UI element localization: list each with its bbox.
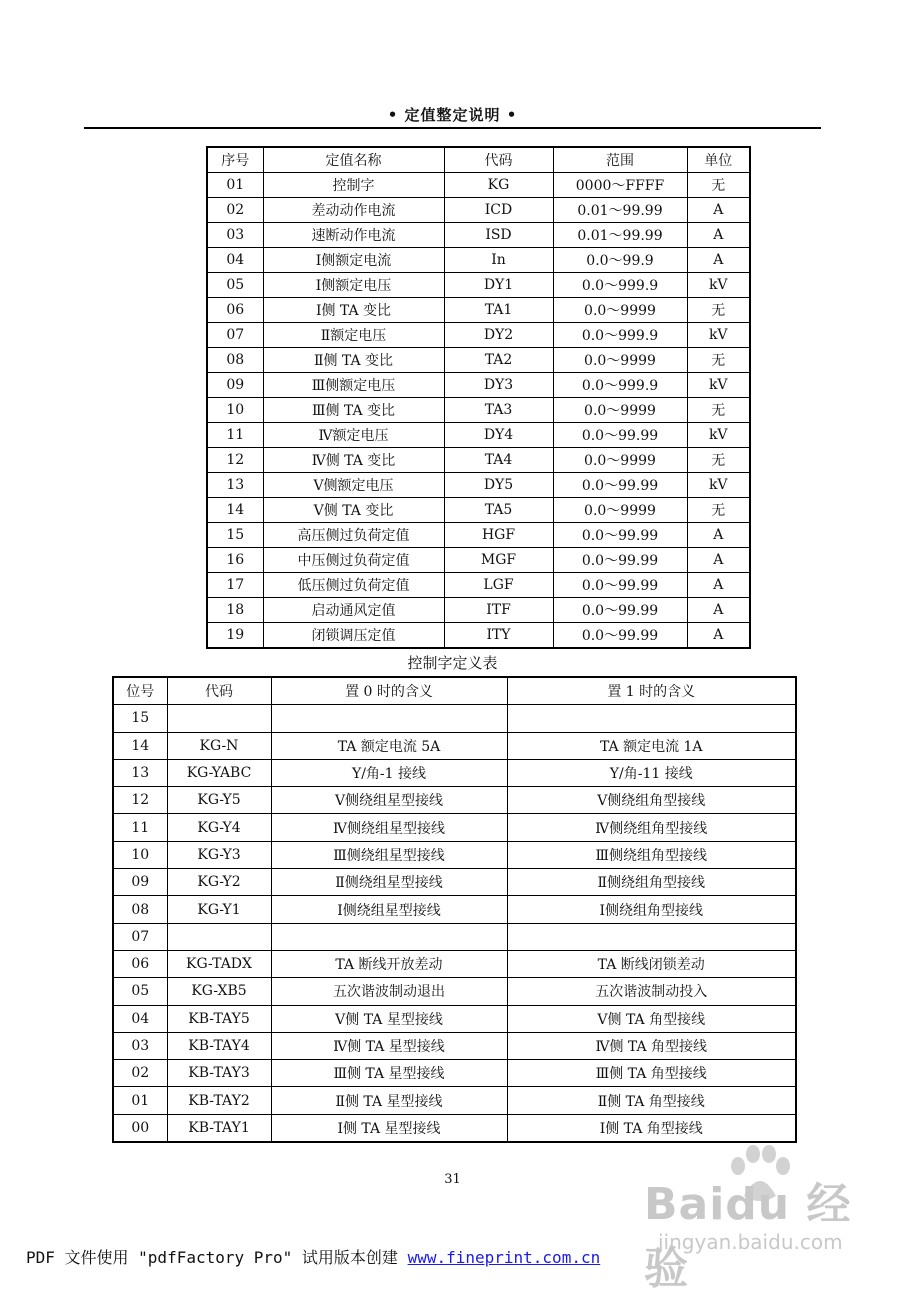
table-cell: 控制字 — [263, 173, 444, 198]
table-cell: 04 — [113, 1005, 167, 1032]
table-cell: 0.0～9999 — [553, 398, 687, 423]
table-row — [113, 1032, 796, 1059]
table-cell: 无 — [687, 448, 750, 473]
table-row — [113, 732, 796, 759]
table-cell: MGF — [444, 548, 553, 573]
table-cell: Ⅳ侧 TA 星型接线 — [271, 1032, 507, 1059]
table-row — [113, 787, 796, 814]
table-row — [207, 573, 750, 598]
table-cell: 08 — [113, 896, 167, 923]
table-cell: ITF — [444, 598, 553, 623]
table-cell: 0.0～99.99 — [553, 423, 687, 448]
table-cell: 0.0～9999 — [553, 498, 687, 523]
table-row — [207, 373, 750, 398]
table-row — [113, 1087, 796, 1114]
table-cell: 低压侧过负荷定值 — [263, 573, 444, 598]
control-table-caption: 控制字定义表 — [407, 654, 498, 672]
table-cell: KG-XB5 — [167, 978, 271, 1005]
table-row — [207, 198, 750, 223]
table-cell: 0.0～9999 — [553, 448, 687, 473]
table-cell: 07 — [113, 923, 167, 950]
table-cell: 02 — [113, 1060, 167, 1087]
table-row — [207, 448, 750, 473]
table-cell: 中压侧过负荷定值 — [263, 548, 444, 573]
table-row — [207, 473, 750, 498]
control_table-header-cell: 代码 — [167, 677, 271, 705]
table-cell: A — [687, 598, 750, 623]
table-cell: 无 — [687, 298, 750, 323]
table-cell: HGF — [444, 523, 553, 548]
table-cell: 01 — [113, 1087, 167, 1114]
table-row — [113, 1060, 796, 1087]
table-cell: 06 — [207, 298, 263, 323]
settings_table-header-cell: 范围 — [553, 147, 687, 173]
settings_table-header-cell: 序号 — [207, 147, 263, 173]
table-cell: 无 — [687, 498, 750, 523]
table-cell: Ⅲ侧 TA 角型接线 — [507, 1060, 796, 1087]
table-cell: 闭锁调压定值 — [263, 623, 444, 649]
table-cell: A — [687, 223, 750, 248]
table-cell: 06 — [113, 950, 167, 977]
table-cell: 05 — [207, 273, 263, 298]
table-cell: KG-Y2 — [167, 869, 271, 896]
table-cell: Y/角-11 接线 — [507, 759, 796, 786]
table-row — [207, 273, 750, 298]
table-cell: Ⅱ侧绕组星型接线 — [271, 869, 507, 896]
table-cell: 19 — [207, 623, 263, 649]
table-cell: DY2 — [444, 323, 553, 348]
table-cell: 差动动作电流 — [263, 198, 444, 223]
table-cell — [507, 923, 796, 950]
table-row — [207, 623, 750, 649]
table-cell: Ⅰ侧额定电流 — [263, 248, 444, 273]
table-cell: DY3 — [444, 373, 553, 398]
table-cell: DY5 — [444, 473, 553, 498]
table-cell: TA 额定电流 5A — [271, 732, 507, 759]
table-row — [207, 323, 750, 348]
table-row — [113, 841, 796, 868]
table-cell: Y/角-1 接线 — [271, 759, 507, 786]
table-cell: 10 — [113, 841, 167, 868]
table-row — [113, 978, 796, 1005]
page-header-title: • 定值整定说明 • — [387, 106, 518, 124]
table-cell: Ⅰ侧 TA 角型接线 — [507, 1114, 796, 1142]
table-cell: 无 — [687, 173, 750, 198]
table-cell: 0.0～99.99 — [553, 523, 687, 548]
table-cell: KG-Y4 — [167, 814, 271, 841]
table-cell: 02 — [207, 198, 263, 223]
table-row — [207, 173, 750, 198]
table-cell: 高压侧过负荷定值 — [263, 523, 444, 548]
table-cell: A — [687, 248, 750, 273]
settings-table — [206, 146, 751, 649]
table-cell: 无 — [687, 398, 750, 423]
table-cell: KG-N — [167, 732, 271, 759]
table-cell: KG-YABC — [167, 759, 271, 786]
table-cell: 13 — [207, 473, 263, 498]
table-row — [207, 598, 750, 623]
table-cell: ITY — [444, 623, 553, 649]
table-cell: TA5 — [444, 498, 553, 523]
table-cell: Ⅲ侧 TA 变比 — [263, 398, 444, 423]
watermark-url: jingyan.baidu.com — [658, 1230, 843, 1254]
table-row — [113, 923, 796, 950]
table-cell: KB-TAY5 — [167, 1005, 271, 1032]
table-cell: 08 — [207, 348, 263, 373]
table-cell: Ⅲ侧额定电压 — [263, 373, 444, 398]
table-cell: Ⅱ侧绕组角型接线 — [507, 869, 796, 896]
table-cell: Ⅴ侧绕组星型接线 — [271, 787, 507, 814]
table-cell: KG — [444, 173, 553, 198]
table-cell: Ⅰ侧绕组角型接线 — [507, 896, 796, 923]
table-cell: Ⅳ侧 TA 变比 — [263, 448, 444, 473]
table-cell: 04 — [207, 248, 263, 273]
table-cell: 11 — [207, 423, 263, 448]
table-cell: Ⅴ侧 TA 变比 — [263, 498, 444, 523]
table-cell: KB-TAY2 — [167, 1087, 271, 1114]
table-row — [207, 498, 750, 523]
table-cell: A — [687, 523, 750, 548]
table-cell: Ⅴ侧 TA 角型接线 — [507, 1005, 796, 1032]
settings-header-row — [207, 147, 750, 173]
table-cell: 0.0～999.9 — [553, 323, 687, 348]
table-cell: 速断动作电流 — [263, 223, 444, 248]
table-cell: kV — [687, 323, 750, 348]
table-cell: TA 断线开放差动 — [271, 950, 507, 977]
page-number: 31 — [444, 1172, 461, 1187]
table-cell: 05 — [113, 978, 167, 1005]
table-cell: Ⅴ侧 TA 星型接线 — [271, 1005, 507, 1032]
table-cell — [271, 705, 507, 732]
table-cell: 0.01～99.99 — [553, 223, 687, 248]
table-cell: Ⅳ侧 TA 角型接线 — [507, 1032, 796, 1059]
table-cell: 0.0～99.99 — [553, 473, 687, 498]
table-cell: Ⅳ侧绕组角型接线 — [507, 814, 796, 841]
control_table-header-cell: 置 0 时的含义 — [271, 677, 507, 705]
control-header-row — [113, 677, 796, 705]
table-cell: KG-TADX — [167, 950, 271, 977]
table-row — [207, 223, 750, 248]
table-row — [113, 869, 796, 896]
table-cell: 15 — [207, 523, 263, 548]
table-cell — [271, 923, 507, 950]
settings_table-header-cell: 代码 — [444, 147, 553, 173]
table-cell: 五次谐波制动投入 — [507, 978, 796, 1005]
footer-text: PDF 文件使用 "pdfFactory Pro" 试用版本创建 — [26, 1248, 408, 1267]
table-row — [207, 398, 750, 423]
table-cell: TA2 — [444, 348, 553, 373]
control_table-header-cell: 置 1 时的含义 — [507, 677, 796, 705]
table-cell: 01 — [207, 173, 263, 198]
table-cell: DY1 — [444, 273, 553, 298]
table-cell: 16 — [207, 548, 263, 573]
table-cell: 启动通风定值 — [263, 598, 444, 623]
table-cell: 03 — [113, 1032, 167, 1059]
settings_table-header-cell: 单位 — [687, 147, 750, 173]
table-cell: Ⅳ侧绕组星型接线 — [271, 814, 507, 841]
table-cell: Ⅳ额定电压 — [263, 423, 444, 448]
table-cell: 0.0～99.9 — [553, 248, 687, 273]
table-row — [113, 1005, 796, 1032]
table-cell: ISD — [444, 223, 553, 248]
table-cell — [167, 705, 271, 732]
table-cell: 13 — [113, 759, 167, 786]
table-cell: Ⅱ侧 TA 变比 — [263, 348, 444, 373]
table-row — [207, 298, 750, 323]
table-cell: Ⅱ侧 TA 星型接线 — [271, 1087, 507, 1114]
table-cell: 18 — [207, 598, 263, 623]
table-row — [113, 814, 796, 841]
table-cell: 07 — [207, 323, 263, 348]
table-cell: 0.0～99.99 — [553, 623, 687, 649]
table-row — [207, 423, 750, 448]
table-cell: 14 — [113, 732, 167, 759]
table-cell: Ⅰ侧绕组星型接线 — [271, 896, 507, 923]
table-cell: 12 — [113, 787, 167, 814]
table-row — [113, 759, 796, 786]
table-cell: kV — [687, 473, 750, 498]
table-cell: 0.0～99.99 — [553, 548, 687, 573]
table-cell: TA4 — [444, 448, 553, 473]
table-cell: 15 — [113, 705, 167, 732]
table-cell: Ⅴ侧绕组角型接线 — [507, 787, 796, 814]
table-cell: 17 — [207, 573, 263, 598]
table-row — [207, 348, 750, 373]
table-cell: 0.0～9999 — [553, 348, 687, 373]
table-row — [207, 548, 750, 573]
table-cell — [167, 923, 271, 950]
table-cell: Ⅲ侧绕组星型接线 — [271, 841, 507, 868]
table-cell: 00 — [113, 1114, 167, 1142]
table-cell: 09 — [113, 869, 167, 896]
table-cell: 10 — [207, 398, 263, 423]
table-cell: A — [687, 623, 750, 649]
watermark-logo: Baidu 经验 — [644, 1179, 852, 1294]
table-cell: KG-Y3 — [167, 841, 271, 868]
table-cell: KB-TAY3 — [167, 1060, 271, 1087]
table-row — [207, 523, 750, 548]
table-cell: 五次谐波制动退出 — [271, 978, 507, 1005]
table-cell: Ⅰ侧 TA 星型接线 — [271, 1114, 507, 1142]
table-cell: 03 — [207, 223, 263, 248]
table-cell: KB-TAY1 — [167, 1114, 271, 1142]
footer-link[interactable]: www.fineprint.com.cn — [407, 1248, 601, 1267]
table-cell: ICD — [444, 198, 553, 223]
table-cell: Ⅰ侧 TA 变比 — [263, 298, 444, 323]
table-cell: KG-Y5 — [167, 787, 271, 814]
table-cell: kV — [687, 373, 750, 398]
table-cell: 09 — [207, 373, 263, 398]
table-row — [113, 950, 796, 977]
table-cell: TA1 — [444, 298, 553, 323]
table-cell: TA 断线闭锁差动 — [507, 950, 796, 977]
table-cell: Ⅲ侧 TA 星型接线 — [271, 1060, 507, 1087]
table-cell: DY4 — [444, 423, 553, 448]
control_table-header-cell: 位号 — [113, 677, 167, 705]
table-cell: Ⅰ侧额定电压 — [263, 273, 444, 298]
table-cell: KB-TAY4 — [167, 1032, 271, 1059]
table-row — [113, 896, 796, 923]
settings_table-header-cell: 定值名称 — [263, 147, 444, 173]
table-row — [207, 248, 750, 273]
table-row — [113, 1114, 796, 1142]
table-cell: A — [687, 548, 750, 573]
table-cell: TA3 — [444, 398, 553, 423]
table-cell: 0.0～999.9 — [553, 373, 687, 398]
table-cell: LGF — [444, 573, 553, 598]
table-cell: Ⅱ侧 TA 角型接线 — [507, 1087, 796, 1114]
pdf-footer — [26, 1245, 600, 1268]
table-cell: A — [687, 573, 750, 598]
table-cell: 0.0～999.9 — [553, 273, 687, 298]
table-cell: 0.0～9999 — [553, 298, 687, 323]
table-cell: 0.0～99.99 — [553, 598, 687, 623]
table-cell: A — [687, 198, 750, 223]
table-row — [113, 705, 796, 732]
table-cell: 0000～FFFF — [553, 173, 687, 198]
table-cell: Ⅴ侧额定电压 — [263, 473, 444, 498]
table-cell: KG-Y1 — [167, 896, 271, 923]
table-cell: 14 — [207, 498, 263, 523]
table-cell: TA 额定电流 1A — [507, 732, 796, 759]
table-cell: kV — [687, 423, 750, 448]
table-cell: 0.0～99.99 — [553, 573, 687, 598]
table-cell: 0.01～99.99 — [553, 198, 687, 223]
header-rule — [84, 127, 821, 129]
table-cell: In — [444, 248, 553, 273]
table-cell: 无 — [687, 348, 750, 373]
table-cell: 11 — [113, 814, 167, 841]
table-cell: 12 — [207, 448, 263, 473]
table-cell: Ⅱ额定电压 — [263, 323, 444, 348]
table-cell: Ⅲ侧绕组角型接线 — [507, 841, 796, 868]
table-cell — [507, 705, 796, 732]
control-word-table — [112, 676, 797, 1143]
table-cell: kV — [687, 273, 750, 298]
baidu-watermark — [640, 1140, 880, 1294]
